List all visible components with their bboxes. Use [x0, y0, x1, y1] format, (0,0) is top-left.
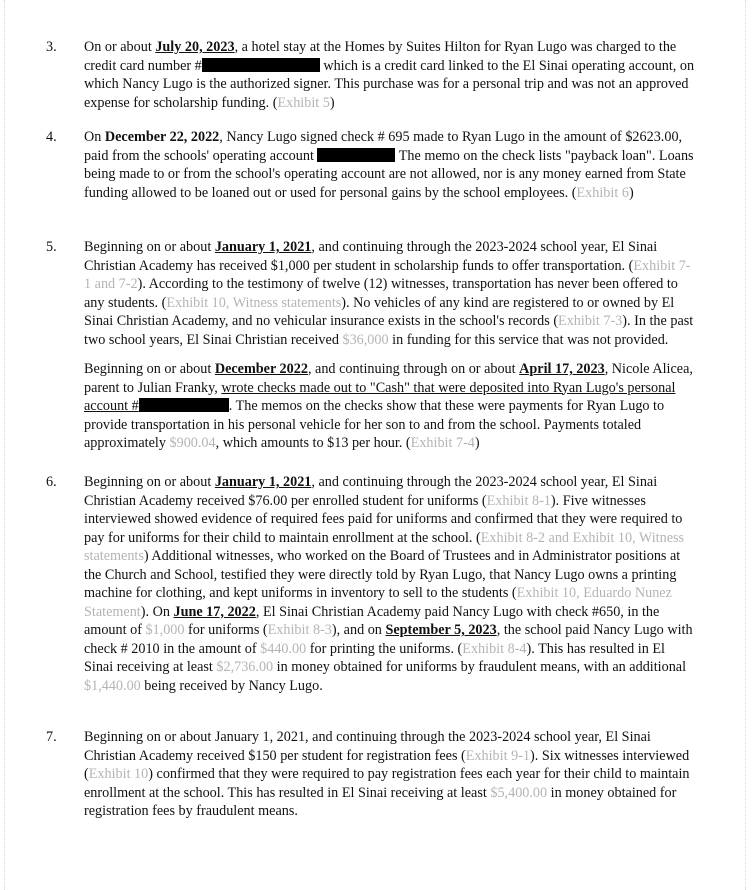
paragraph [84, 128, 696, 202]
item-number: 6. [46, 474, 57, 490]
scan-edge-right [745, 0, 747, 890]
exhibit-reference: Exhibit 5 [277, 94, 330, 111]
exhibit-reference: $1,000 [145, 622, 185, 638]
item-body [84, 473, 696, 695]
text-run: ) confirmed that they were required to pay registration fees each year for their child to maintain enrollment at the school. This has resulted in El Sinai receiving at least [84, 766, 690, 801]
text-run: ). According to the testimony of twelve (12) witnesses, transportation has never been offered to any students. ( [84, 276, 678, 311]
date-emphasis: September 5, 2023 [385, 622, 497, 638]
text-run: ) [329, 94, 335, 111]
item-body [84, 238, 696, 453]
exhibit-reference: $2,736.00 [216, 659, 274, 675]
text-run: , and continuing through the 2023-2024 school year, El Sinai Christian Academy has received $1,000 per student in scholarship funds to offer transportation. ( [84, 239, 658, 274]
paragraph [84, 38, 696, 112]
exhibit-reference: Exhibit 10, Eduardo Nunez Statement [84, 585, 672, 620]
item-body [84, 128, 696, 202]
text-run: Beginning on or about [84, 474, 215, 490]
item-number: 4. [46, 129, 57, 145]
date-emphasis: April 17, 2023 [519, 361, 605, 377]
date-emphasis: June 17, 2022 [173, 603, 256, 620]
list-item-6 [46, 473, 696, 695]
text-run: , and continuing through on or about [307, 361, 520, 377]
text-run: which is a credit card linked to the El Sinai operating account, on which Nancy Lugo is the authorized signer. This purchase was for a personal trip and was not an approved expense for scholarship funding. ( [84, 57, 695, 111]
exhibit-reference: Exhibit 7-1 and 7-2 [84, 257, 691, 292]
redaction-box [317, 148, 395, 162]
text-run: ) [474, 435, 480, 451]
text-run: ). This has resulted in El Sinai receiving at least [84, 640, 665, 675]
text-run: , which amounts to $13 per hour. ( [215, 435, 411, 451]
paragraph [84, 473, 696, 695]
exhibit-reference: $5,400.00 [490, 784, 548, 801]
item-number: 5. [46, 239, 57, 255]
exhibit-reference: $1,440.00 [84, 677, 141, 694]
text-run: Beginning on or about [84, 361, 215, 377]
exhibit-reference: Exhibit 8-2 and Exhibit 10, Witness statements [84, 529, 685, 564]
text-run: for printing the uniforms. ( [306, 640, 463, 657]
exhibit-reference: Exhibit 8-4 [462, 640, 527, 657]
date-emphasis: December 2022 [214, 361, 308, 377]
text-run: in money obtained for uniforms by fraudulent means, with an additional [273, 659, 687, 675]
text-run: . The memos on the checks show that these were payments for Ryan Lugo to provide transportation in his personal vehicle for her son to and from the school. Payments totaled approximately [84, 398, 665, 451]
text-run: for uniforms ( [184, 622, 268, 638]
exhibit-reference: Exhibit 8-1 [486, 492, 551, 509]
text-run: wrote checks made out to "Cash" that were deposited into Ryan Lugo's personal account # [84, 379, 676, 414]
paragraph [84, 238, 696, 349]
text-run: , Nicole Alicea, parent to Julian Franky, [84, 361, 693, 396]
text-run: being received by Nancy Lugo. [140, 677, 323, 694]
item-number: 3. [46, 39, 57, 55]
redaction-box [202, 58, 320, 72]
text-run: On or about [84, 39, 156, 55]
date-emphasis: December 22, 2022 [104, 129, 220, 145]
exhibit-reference: Exhibit 10, Witness statements [166, 294, 342, 311]
text-run: in money obtained for registration fees by fraudulent means. [84, 784, 677, 819]
text-run: ) [628, 184, 634, 201]
text-run: ). Five witnesses interviewed showed evidence of required fees paid for uniforms and confirmed that they were required to pay for uniforms for their child to maintain enrollment at the school. ( [84, 492, 683, 546]
exhibit-reference: Exhibit 8-3 [267, 622, 332, 638]
exhibit-reference: Exhibit 9-1 [465, 747, 530, 764]
text-run: ). In the past two school years, El Sinai Christian received [84, 313, 694, 348]
list-item-7 [46, 728, 696, 821]
scan-edge-left [4, 0, 6, 890]
text-run: ). Six witnesses interviewed ( [84, 747, 690, 782]
exhibit-reference: $440.00 [260, 640, 307, 657]
text-run: , a hotel stay at the Homes by Suites Hilton for Ryan Lugo was charged to the credit card number # [84, 39, 677, 74]
exhibit-reference: Exhibit 10 [88, 766, 149, 782]
text-run: Beginning on or about January 1, 2021, and continuing through the 2023-2024 school year, El Sinai Christian Academy received $150 per student for registration fees ( [84, 729, 651, 764]
text-run: On [84, 129, 105, 145]
text-run: , El Sinai Christian Academy paid Nancy Lugo with check #650, in the amount of [84, 603, 660, 638]
item-body [84, 728, 696, 821]
exhibit-reference: $36,000 [342, 331, 389, 348]
text-run: The memo on the check lists "payback loan". Loans being made to or from the school's operating account are not allowed, nor is any money earned from State funding allowed to be loaned out or used for personal gains by the school employees. ( [84, 147, 694, 201]
exhibit-reference: Exhibit 7-4 [410, 435, 475, 451]
text-run: ). No vehicles of any kind are registered to or owned by El Sinai Christian Academy, and no vehicular insurance exists in the school's records ( [84, 294, 675, 329]
text-run: ). On [140, 603, 174, 620]
text-run: ), and on [331, 622, 386, 638]
item-body [84, 38, 696, 112]
date-emphasis: July 20, 2023 [155, 39, 235, 55]
exhibit-reference: $900.04 [169, 435, 216, 451]
text-run: Beginning on or about [84, 239, 215, 255]
paragraph [84, 360, 696, 453]
text-run: ) Additional witnesses, who worked on the Board of Trustees and in Administrator positions at the Church and School, testified they were directly told by Ryan Lugo, that Nancy Lugo owns a printing machine for clothing, and kept uniforms in inventory to sell to the students ( [84, 548, 681, 601]
exhibit-reference: Exhibit 7-3 [558, 313, 623, 329]
exhibit-reference: Exhibit 6 [576, 184, 629, 201]
list-item-5 [46, 238, 696, 453]
item-number: 7. [46, 729, 57, 745]
date-emphasis: January 1, 2021 [214, 239, 312, 255]
date-emphasis: January 1, 2021 [214, 474, 312, 490]
list-item-4 [46, 128, 696, 202]
paragraph [84, 728, 696, 821]
text-run: , the school paid Nancy Lugo with check # 2010 in the amount of [84, 622, 693, 657]
text-run: , and continuing through the 2023-2024 school year, El Sinai Christian Academy received $76.00 per enrolled student for uniforms ( [84, 474, 658, 509]
redaction-box [139, 398, 229, 412]
text-run: , Nancy Lugo signed check # 695 made to Ryan Lugo in the amount of $2623.00, paid from the schools' operating account [84, 129, 683, 164]
list-item-3 [46, 38, 696, 112]
text-run: in funding for this service that was not provided. [388, 331, 669, 348]
